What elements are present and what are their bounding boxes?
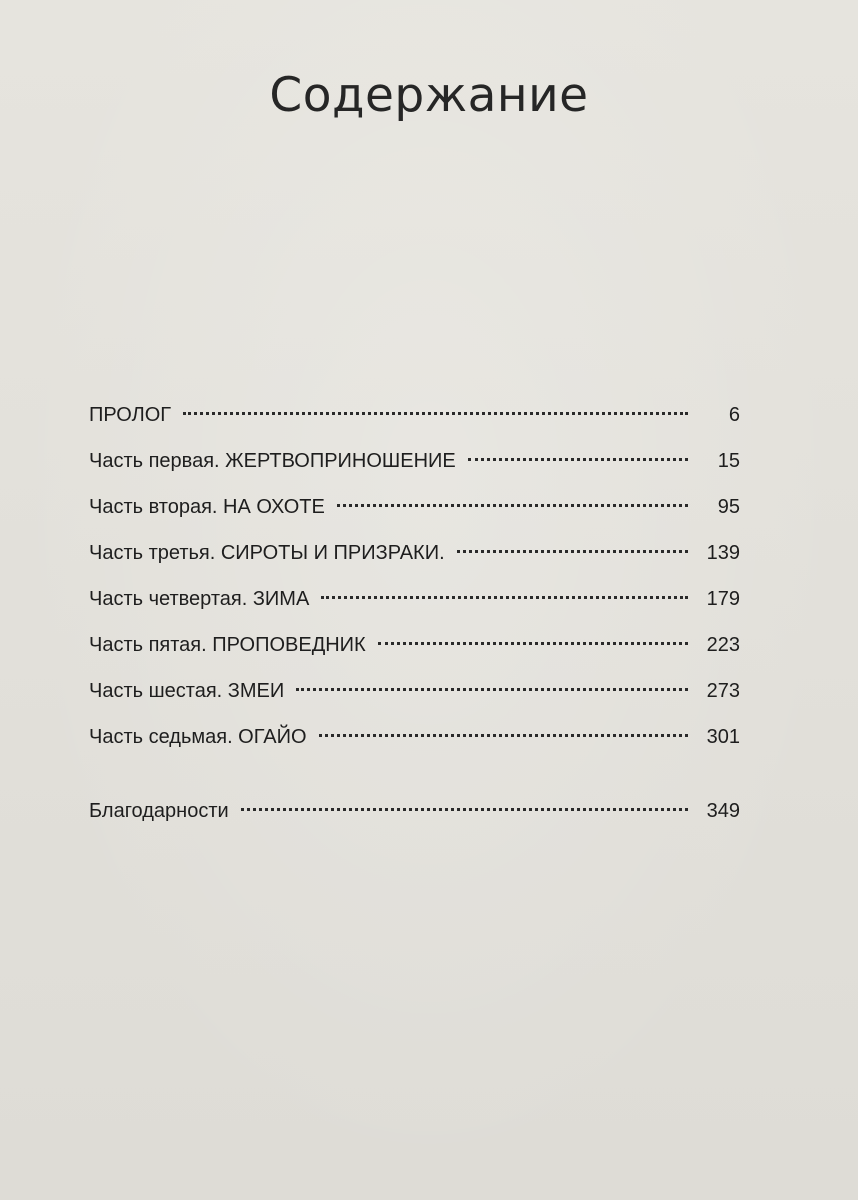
dot-leader (457, 550, 688, 553)
toc-entry-part-3 (89, 530, 740, 576)
dot-leader (241, 808, 688, 811)
toc-entry-label: Часть четвертая. ЗИМА (89, 588, 310, 610)
toc-entry-page-number: 139 (706, 542, 740, 564)
toc-entry-label: Часть вторая. НА ОХОТЕ (89, 496, 325, 518)
dot-leader (321, 596, 688, 599)
toc-entry-label: ПРОЛОГ (89, 404, 172, 426)
toc-entry-page-number: 95 (717, 496, 740, 518)
toc-entry-page-number: 179 (706, 588, 740, 610)
toc-entry-page-number: 15 (717, 450, 740, 472)
dot-leader (337, 504, 688, 507)
dot-leader (319, 734, 689, 737)
toc-entry-label: Часть первая. ЖЕРТВОПРИНОШЕНИЕ (89, 450, 456, 472)
toc-entry-prologue (89, 392, 740, 438)
toc-entry-label: Благодарности (89, 800, 229, 822)
toc-entry-part-5 (89, 622, 740, 668)
toc-entry-page-number: 273 (706, 680, 740, 702)
dot-leader (468, 458, 688, 461)
page-title: Содержание (269, 68, 589, 123)
toc-entry-label: Часть третья. СИРОТЫ И ПРИЗРАКИ. (89, 542, 445, 564)
toc-entry-label: Часть пятая. ПРОПОВЕДНИК (89, 634, 366, 656)
toc-entry-page-number: 6 (728, 404, 740, 426)
dot-leader (296, 688, 688, 691)
toc-entry-acknowledgements (89, 788, 740, 834)
toc-entry-page-number: 349 (706, 800, 740, 822)
toc-entry-page-number: 301 (706, 726, 740, 748)
toc-entry-part-7 (89, 714, 740, 760)
toc-entry-part-1 (89, 438, 740, 484)
toc-entry-page-number: 223 (706, 634, 740, 656)
toc-entry-part-2 (89, 484, 740, 530)
dot-leader (378, 642, 688, 645)
table-of-contents (89, 392, 740, 834)
toc-entry-label: Часть шестая. ЗМЕИ (89, 680, 285, 702)
toc-entry-part-4 (89, 576, 740, 622)
toc-entry-part-6 (89, 668, 740, 714)
toc-entry-label: Часть седьмая. ОГАЙО (89, 726, 307, 748)
dot-leader (183, 412, 688, 415)
